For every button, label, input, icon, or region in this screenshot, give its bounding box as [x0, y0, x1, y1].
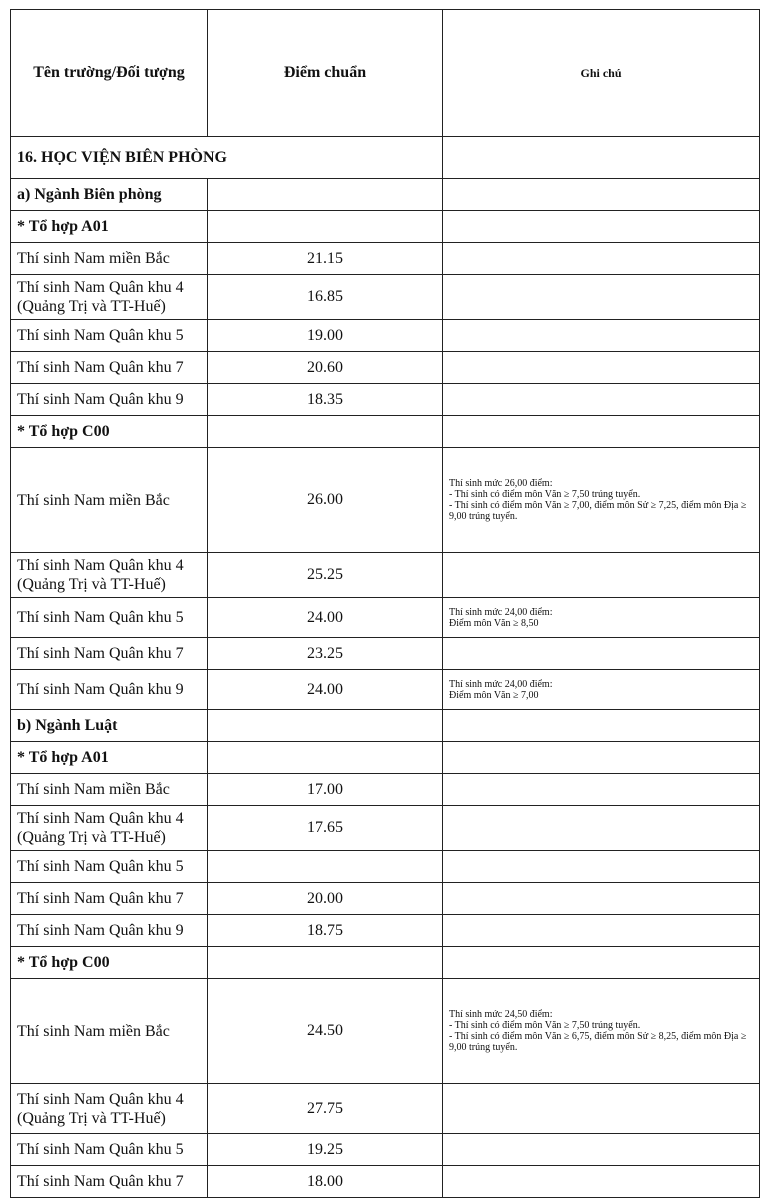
- table-row: [11, 670, 760, 710]
- note-cell: [443, 352, 760, 384]
- admission-score-table: [10, 9, 760, 1198]
- note-cell: [443, 211, 760, 243]
- section-title: * Tổ hợp A01: [11, 742, 208, 774]
- candidate-group: Thí sinh Nam Quân khu 5: [11, 598, 208, 638]
- candidate-group: Thí sinh Nam Quân khu 7: [11, 352, 208, 384]
- table-row: [11, 384, 760, 416]
- candidate-group: Thí sinh Nam miền Bắc: [11, 448, 208, 553]
- note-line: Điểm môn Văn ≥ 7,00: [449, 689, 539, 701]
- note-cell: [443, 137, 760, 179]
- note-cell: [443, 915, 760, 947]
- note-cell: [443, 1084, 760, 1134]
- score-cell: [208, 710, 443, 742]
- section-title: * Tổ hợp C00: [11, 416, 208, 448]
- note-cell: [443, 416, 760, 448]
- candidate-group: Thí sinh Nam miền Bắc: [11, 979, 208, 1084]
- section-title: a) Ngành Biên phòng: [11, 179, 208, 211]
- table-row: [11, 806, 760, 851]
- candidate-group: Thí sinh Nam Quân khu 4 (Quảng Trị và TT-Huế): [11, 806, 208, 851]
- candidate-group: Thí sinh Nam Quân khu 5: [11, 320, 208, 352]
- table-row: [11, 1166, 760, 1198]
- note-cell: [443, 851, 760, 883]
- note-cell: [443, 243, 760, 275]
- header-cutoff-score: Điểm chuẩn: [208, 10, 443, 137]
- note-cell: [443, 384, 760, 416]
- note-line: Thí sinh mức 24,00 điểm:: [449, 678, 553, 690]
- cutoff-score: 24.00: [208, 670, 443, 710]
- candidate-group: Thí sinh Nam Quân khu 9: [11, 384, 208, 416]
- note-line: Thí sinh mức 24,50 điểm:: [449, 1009, 553, 1020]
- table-row: [11, 774, 760, 806]
- table-row: [11, 553, 760, 598]
- candidate-group: Thí sinh Nam Quân khu 4 (Quảng Trị và TT-Huế): [11, 553, 208, 598]
- table-body: [11, 137, 760, 1198]
- score-cell: [208, 211, 443, 243]
- score-cell: [208, 947, 443, 979]
- cutoff-score: 17.00: [208, 774, 443, 806]
- note-cell: [443, 774, 760, 806]
- candidate-group: Thí sinh Nam Quân khu 4 (Quảng Trị và TT-Huế): [11, 275, 208, 320]
- table-row: [11, 448, 760, 553]
- candidate-group: Thí sinh Nam Quân khu 9: [11, 670, 208, 710]
- table-row: [11, 915, 760, 947]
- cutoff-score: 24.50: [208, 979, 443, 1084]
- note-line: - Thí sinh có điểm môn Văn ≥ 7,50 trúng tuyển.: [449, 489, 641, 500]
- cutoff-score: 25.25: [208, 553, 443, 598]
- cutoff-score: 27.75: [208, 1084, 443, 1134]
- note-line: Thí sinh mức 24,00 điểm:: [449, 606, 553, 618]
- candidate-group: Thí sinh Nam Quân khu 7: [11, 1166, 208, 1198]
- cutoff-score: 21.15: [208, 243, 443, 275]
- note-cell: [443, 448, 760, 553]
- cutoff-score: 24.00: [208, 598, 443, 638]
- cutoff-score: 18.75: [208, 915, 443, 947]
- cutoff-score: 18.00: [208, 1166, 443, 1198]
- note-cell: [443, 806, 760, 851]
- cutoff-score: 20.60: [208, 352, 443, 384]
- cutoff-score: 17.65: [208, 806, 443, 851]
- section-title: * Tổ hợp C00: [11, 947, 208, 979]
- section-title: 16. HỌC VIỆN BIÊN PHÒNG: [11, 137, 443, 179]
- table-row: [11, 275, 760, 320]
- note-line: Điểm môn Văn ≥ 8,50: [449, 617, 539, 629]
- note-cell: [443, 710, 760, 742]
- score-cell: [208, 742, 443, 774]
- section-title: * Tổ hợp A01: [11, 211, 208, 243]
- note-line: - Thí sinh có điểm môn Văn ≥ 7,50 trúng tuyển.: [449, 1020, 641, 1031]
- note-cell: [443, 670, 760, 710]
- table-row: [11, 638, 760, 670]
- candidate-group: Thí sinh Nam miền Bắc: [11, 243, 208, 275]
- table-row: [11, 1084, 760, 1134]
- header-school-target: Tên trường/Đối tượng: [11, 10, 208, 137]
- table-row: [11, 1134, 760, 1166]
- note-line: - Thí sinh có điểm môn Văn ≥ 6,75, điểm môn Sử ≥ 8,25, điểm môn Địa ≥ 9,00 trúng tuyển.: [449, 1031, 747, 1053]
- note-cell: [443, 947, 760, 979]
- table-row: [11, 883, 760, 915]
- cutoff-score: 20.00: [208, 883, 443, 915]
- cutoff-score: [208, 851, 443, 883]
- note-cell: [443, 638, 760, 670]
- table-row: [11, 352, 760, 384]
- table-row: [11, 320, 760, 352]
- cutoff-score: 23.25: [208, 638, 443, 670]
- table-row: [11, 851, 760, 883]
- note-cell: [443, 320, 760, 352]
- section-row: [11, 416, 760, 448]
- note-cell: [443, 275, 760, 320]
- note-cell: [443, 1166, 760, 1198]
- cutoff-score: 16.85: [208, 275, 443, 320]
- note-cell: [443, 883, 760, 915]
- cutoff-score: 19.25: [208, 1134, 443, 1166]
- section-title: b) Ngành Luật: [11, 710, 208, 742]
- note-cell: [443, 1134, 760, 1166]
- cutoff-score: 18.35: [208, 384, 443, 416]
- header-notes: Ghi chú: [443, 10, 760, 137]
- section-row: [11, 211, 760, 243]
- candidate-group: Thí sinh Nam Quân khu 7: [11, 638, 208, 670]
- section-row: [11, 742, 760, 774]
- table-row: [11, 598, 760, 638]
- candidate-group: Thí sinh Nam Quân khu 5: [11, 851, 208, 883]
- candidate-group: Thí sinh Nam Quân khu 7: [11, 883, 208, 915]
- note-cell: [443, 553, 760, 598]
- note-cell: [443, 179, 760, 211]
- section-row: [11, 710, 760, 742]
- note-cell: [443, 742, 760, 774]
- cutoff-score: 26.00: [208, 448, 443, 553]
- candidate-group: Thí sinh Nam Quân khu 9: [11, 915, 208, 947]
- note-cell: [443, 979, 760, 1084]
- section-row: [11, 179, 760, 211]
- cutoff-score: 19.00: [208, 320, 443, 352]
- note-line: Thí sinh mức 26,00 điểm:: [449, 478, 553, 489]
- note-cell: [443, 598, 760, 638]
- section-row: [11, 947, 760, 979]
- candidate-group: Thí sinh Nam Quân khu 5: [11, 1134, 208, 1166]
- table-row: [11, 979, 760, 1084]
- score-cell: [208, 179, 443, 211]
- section-row: [11, 137, 760, 179]
- score-cell: [208, 416, 443, 448]
- candidate-group: Thí sinh Nam Quân khu 4 (Quảng Trị và TT-Huế): [11, 1084, 208, 1134]
- table-row: [11, 243, 760, 275]
- note-line: - Thí sinh có điểm môn Văn ≥ 7,00, điểm môn Sử ≥ 7,25, điểm môn Địa ≥ 9,00 trúng tuyển.: [449, 500, 747, 522]
- candidate-group: Thí sinh Nam miền Bắc: [11, 774, 208, 806]
- table-header-row: [11, 10, 760, 137]
